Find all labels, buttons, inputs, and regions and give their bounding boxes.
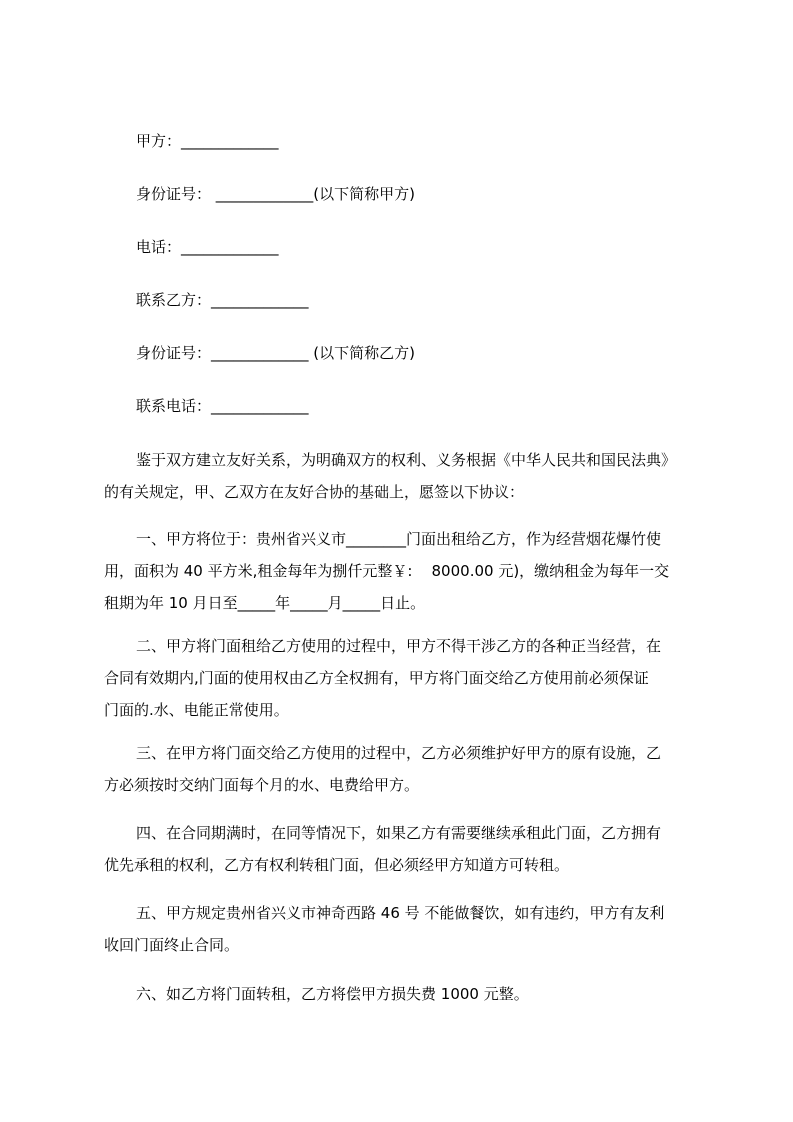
intro-line: 的有关规定，甲、乙双方在友好合协的基础上，愿签以下协议：	[104, 483, 525, 501]
clause-line: 租期为年 10 月日至_____年_____月_____日止。	[104, 594, 426, 612]
clause-line: 方必须按时交纳门面每个月的水、电费给甲方。	[104, 776, 420, 794]
clause-line: 收回门面终止合同。	[104, 936, 240, 954]
clause-line: 门面的.水、电能正常使用。	[104, 701, 289, 719]
clause-line: 四、在合同期满时，在同等情况下，如果乙方有需要继续承租此门面，乙方拥有	[136, 824, 662, 842]
clause-line: 二、甲方将门面租给乙方使用的过程中，甲方不得干涉乙方的各种正当经营，在	[136, 637, 662, 655]
clause-line: 一、甲方将位于：贵州省兴义市________门面出租给乙方，作为经营烟花爆竹使	[136, 530, 662, 548]
clause-1	[104, 529, 704, 613]
clause-line: 六、如乙方将门面转租，乙方将偿甲方损失费 1000 元整。	[136, 985, 529, 1003]
party-a-phone-field: 电话：_____________	[136, 238, 279, 256]
intro-line: 鉴于双方建立友好关系，为明确双方的权利、义务根据《中华人民共和国民法典》	[136, 451, 677, 469]
party-b-field: 联系乙方：_____________	[136, 291, 309, 309]
party-a-field: 甲方：_____________	[136, 132, 279, 150]
clause-4	[104, 823, 704, 875]
clause-line: 五、甲方规定贵州省兴义市神奇西路 46 号 不能做餐饮，如有违约，甲方有友利	[136, 904, 665, 922]
clause-6	[104, 984, 704, 1004]
clause-line: 合同有效期内,门面的使用权由乙方全权拥有，甲方将门面交给乙方使用前必须保证	[104, 669, 649, 687]
clause-2	[104, 636, 704, 720]
party-a-id-field: 身份证号： _____________(以下简称甲方)	[136, 185, 415, 203]
party-b-id-field: 身份证号：_____________ (以下简称乙方)	[136, 344, 415, 362]
clause-5	[104, 903, 704, 955]
intro-paragraph	[104, 450, 704, 502]
clause-line: 用，面积为 40 平方米,租金每年为捌仟元整￥: 8000.00 元)，缴纳租金为每年一交	[104, 562, 670, 580]
clause-3	[104, 743, 704, 795]
clause-line: 三、在甲方将门面交给乙方使用的过程中，乙方必须维护好甲方的原有设施，乙	[136, 744, 662, 762]
party-b-phone-field: 联系电话：_____________	[136, 397, 309, 415]
clause-line: 优先承租的权利，乙方有权利转租门面，但必须经甲方知道方可转租。	[104, 856, 570, 874]
